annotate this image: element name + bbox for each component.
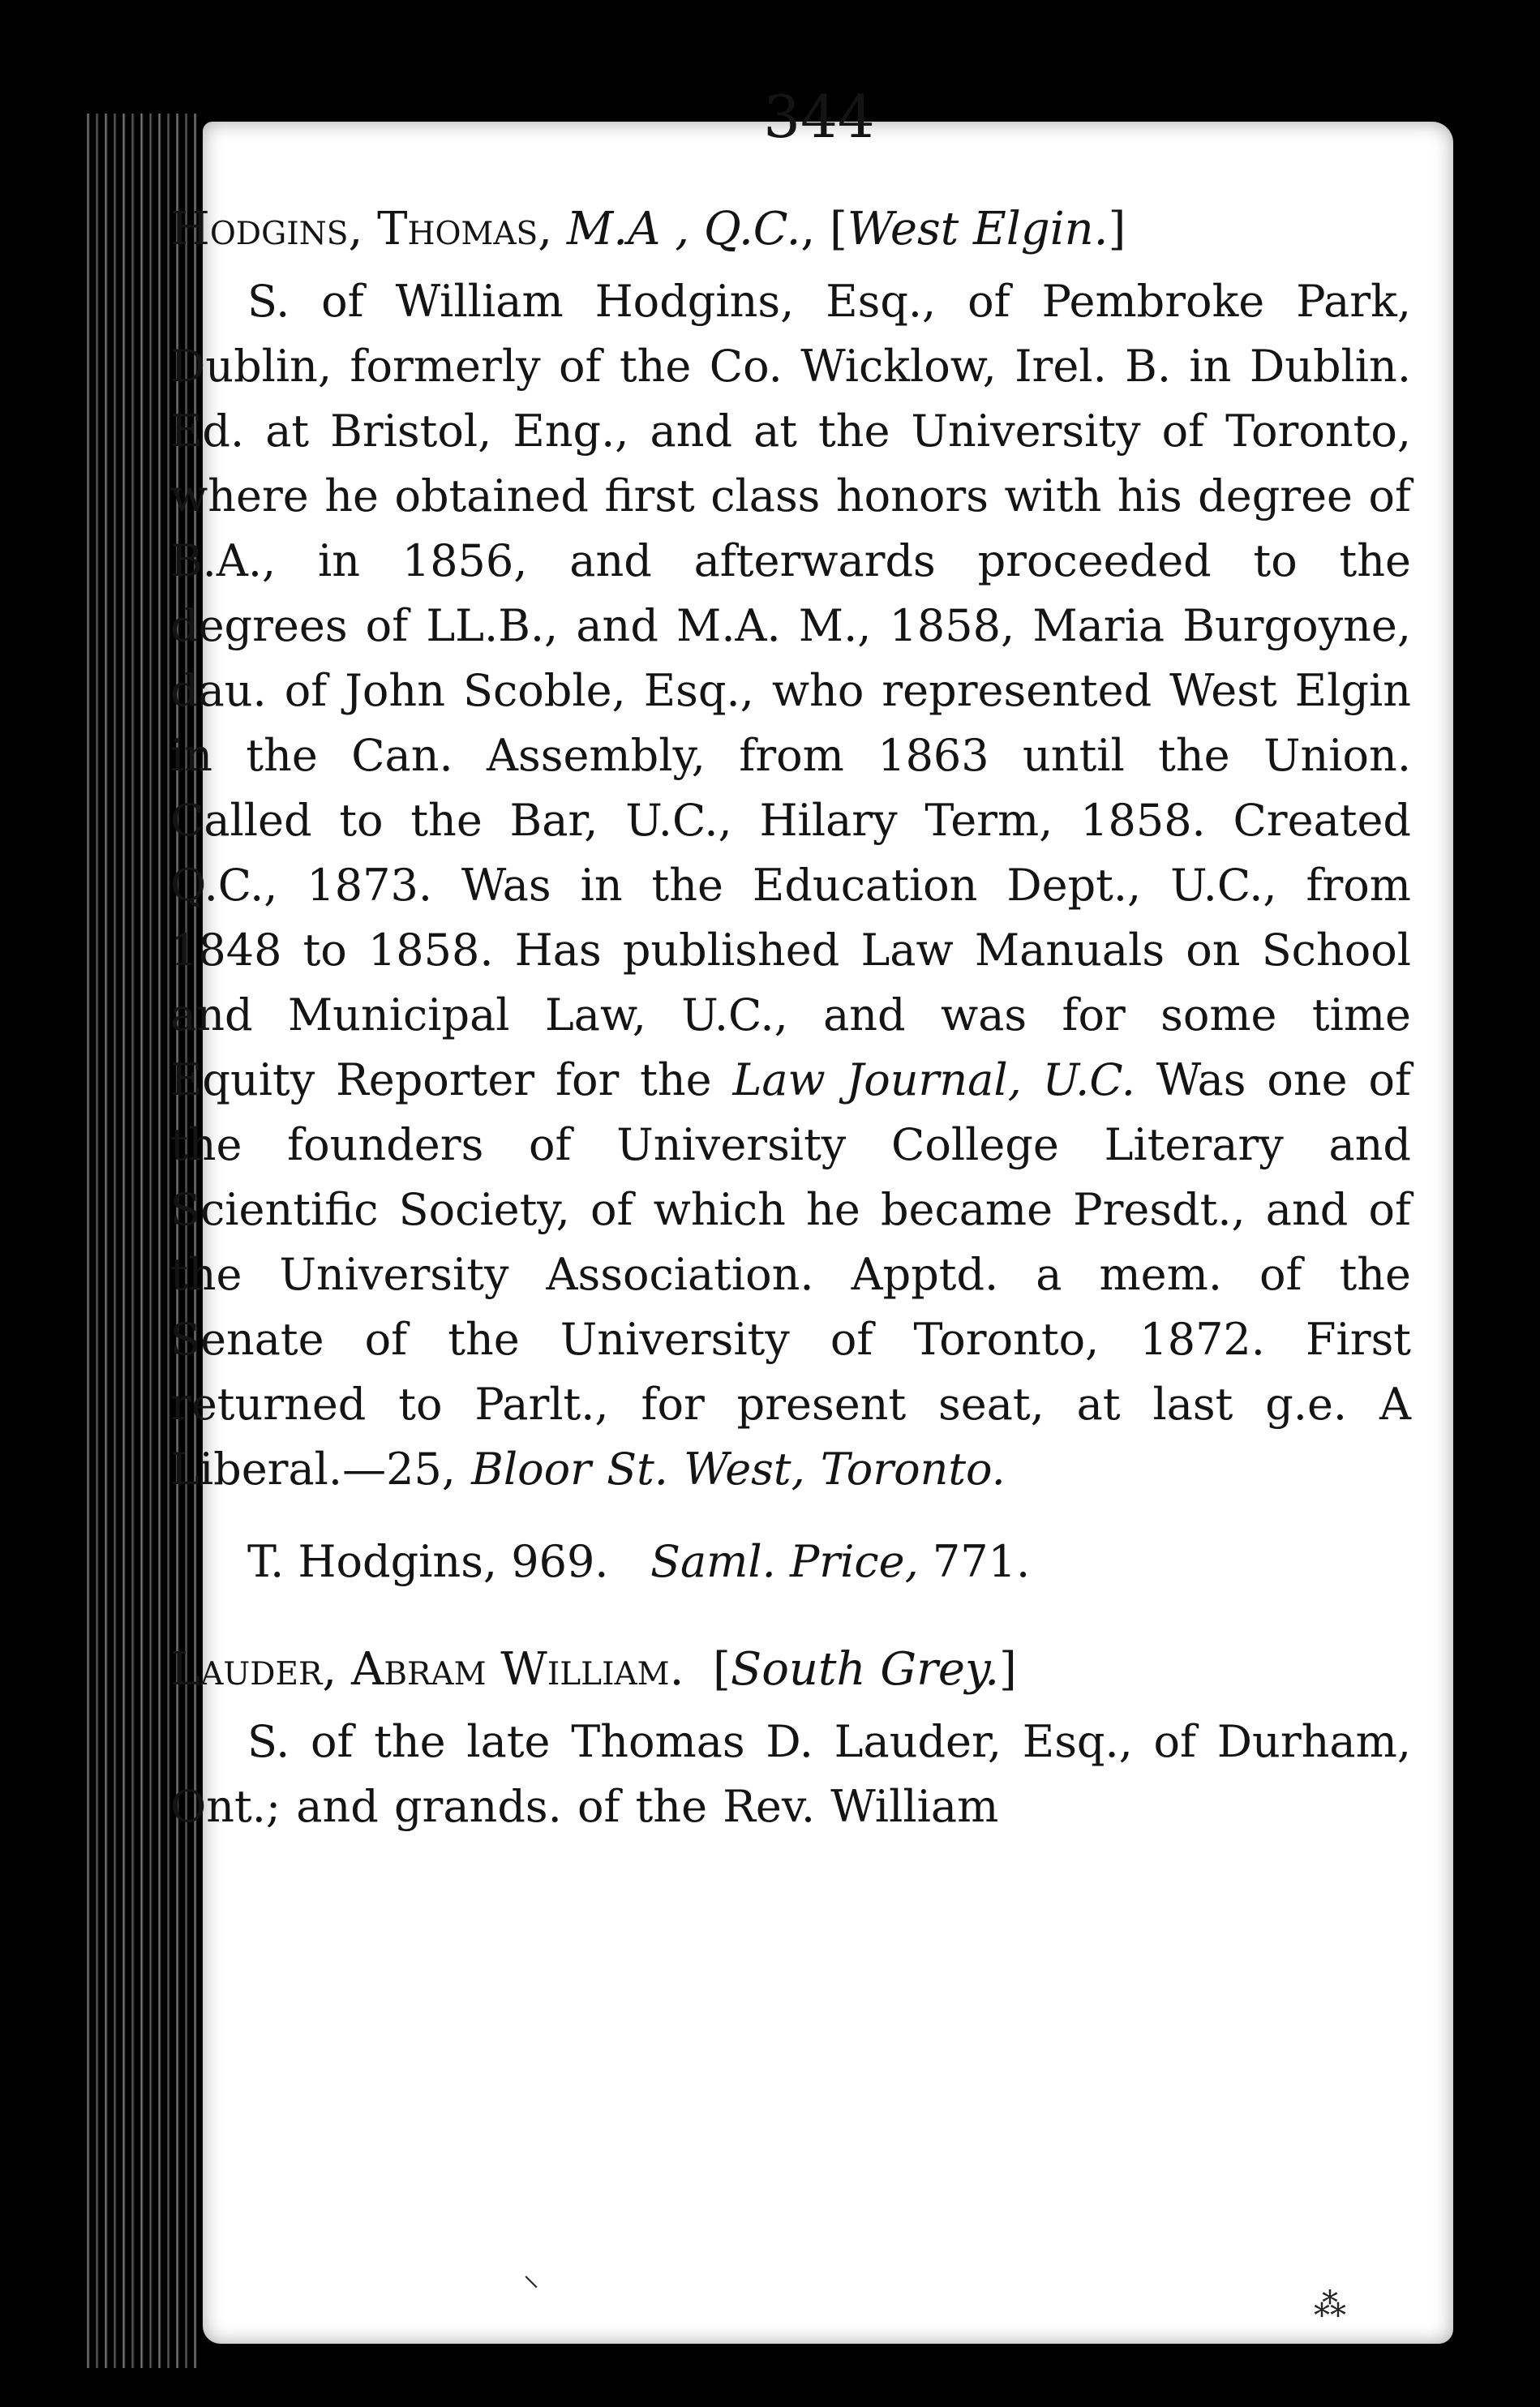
entry-degrees: M.A , Q.C.: [566, 203, 801, 255]
entry-heading-hodgins: Hodgins, Thomas, M.A , Q.C., [West Elgin.]: [170, 203, 1126, 255]
bio-address: Bloor St. West, Toronto.: [471, 1444, 1006, 1495]
vote-loser-name: Saml. Price,: [650, 1536, 919, 1587]
stray-mark: ⁂: [1314, 2287, 1346, 2324]
entry-spacer: [170, 1594, 1411, 1637]
entry-given-name: Thomas: [377, 203, 538, 255]
election-result: [170, 1530, 1411, 1594]
entry-heading-lauder: Lauder, Abram William. [South Grey.]: [170, 1643, 1017, 1696]
vote-winner: T. Hodgins, 969.: [247, 1536, 609, 1587]
page-content: [170, 83, 1411, 1839]
entry-surname: Hodgins: [170, 203, 349, 255]
bio-text: S. of William Hodgins, Esq., of Pembroke Park, Dublin, formerly of the Co. Wicklow, Irel. B. in Dublin. Ed. at Bristol, Eng., and at the University of Toronto, where he obtained first class honors with his degree of B.A., in 1856, and afterwards proceeded to the degrees of LL.B., and M.A. M., 1858, Maria Burgoyne, dau. of John Scoble, Esq., who represented West Elgin in the Can. Assembly, from 1863 until the Union. Called to the Bar, U.C., Hilary Term, 1858. Created Q.C., 1873. Was in the Education Dept., U.C., from 1848 to 1858. Has published Law Manuals on School and Municipal Law, U.C., and was for some time Equity Reporter for the: [170, 276, 1411, 1105]
stray-mark: ⸜: [523, 2256, 539, 2293]
bio-text-continued: Was one of the founders of University College Literary and Scientific Society, of which he became Presdt., and of the University Association. Apptd. a mem. of the Senate of the University of Toronto, 1872. First returned to Parlt., for present seat, at last g.e. A Liberal.—25,: [170, 1054, 1411, 1495]
entry-biography-lauder: [170, 1710, 1411, 1839]
entry-biography-hodgins: [170, 269, 1411, 1502]
entry-riding: South Grey.: [730, 1643, 999, 1696]
entry-surname: Lauder: [170, 1643, 323, 1696]
entry-given-name: Abram William.: [350, 1643, 684, 1696]
bio-text: S. of the late Thomas D. Lauder, Esq., of Durham, Ont.; and grands. of the Rev. William: [170, 1716, 1411, 1832]
bio-journal-title: Law Journal, U.C.: [732, 1054, 1135, 1105]
vote-loser-count: 771.: [918, 1536, 1031, 1587]
entry-riding: West Elgin.: [847, 203, 1109, 255]
page-number: 344: [763, 83, 875, 151]
